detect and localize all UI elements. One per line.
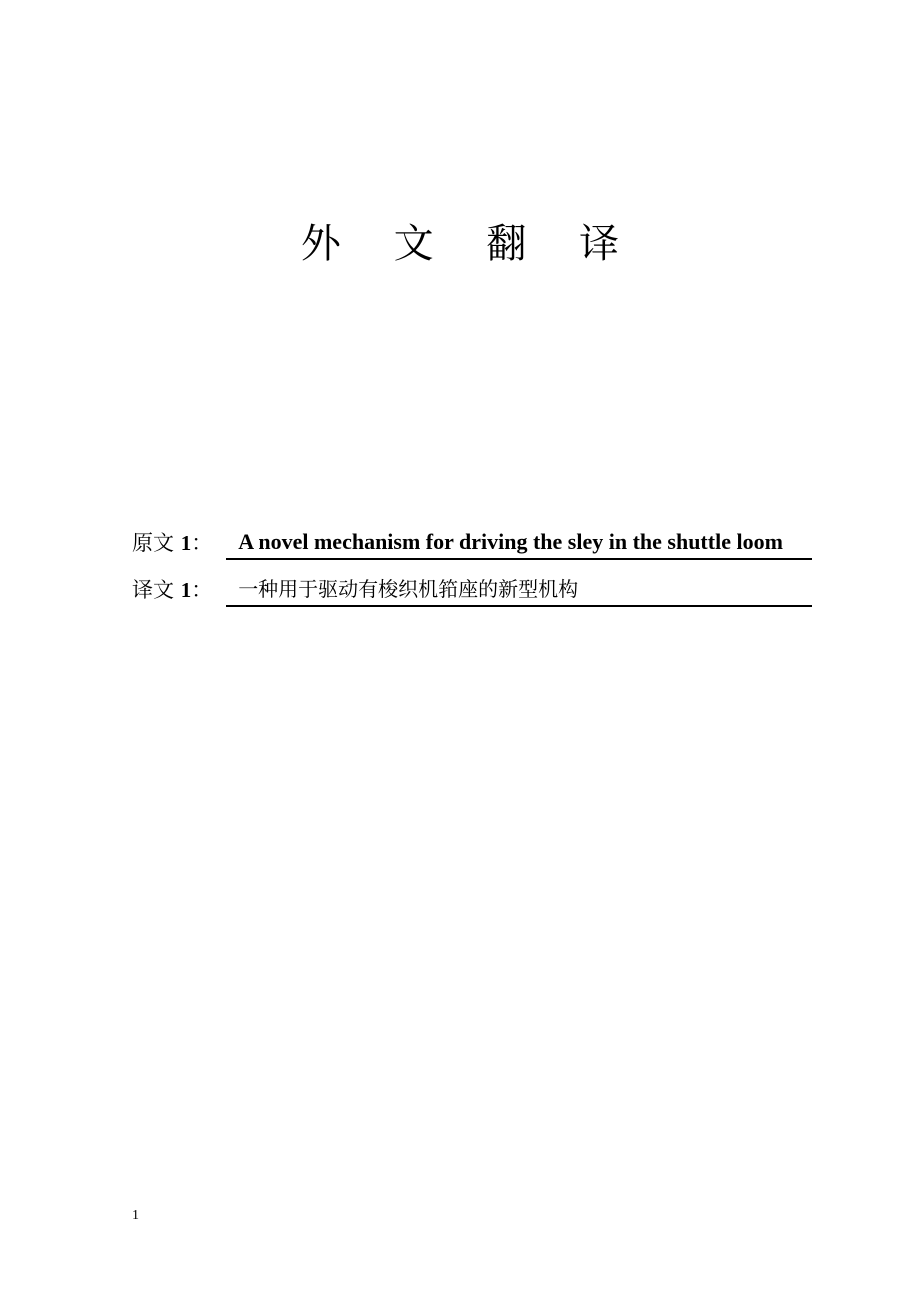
translation-title-value: 一种用于驱动有梭织机筘座的新型机构 <box>226 573 812 607</box>
translation-label-colon: ： <box>191 578 213 602</box>
original-text-entry <box>132 526 812 560</box>
original-title-value: A novel mechanism for driving the sley in the shuttle loom <box>226 526 812 560</box>
translation-label-text: 译文 <box>132 578 174 602</box>
translation-label <box>132 575 212 607</box>
translation-label-number: 1 <box>180 578 192 602</box>
original-label-colon: ： <box>191 531 213 555</box>
original-label <box>132 528 212 560</box>
page-title: 外 文 翻 译 <box>300 221 640 267</box>
translation-text-entry <box>132 573 812 607</box>
page-number: 1 <box>132 1208 139 1223</box>
original-label-number: 1 <box>180 531 192 555</box>
original-label-text: 原文 <box>132 531 174 555</box>
